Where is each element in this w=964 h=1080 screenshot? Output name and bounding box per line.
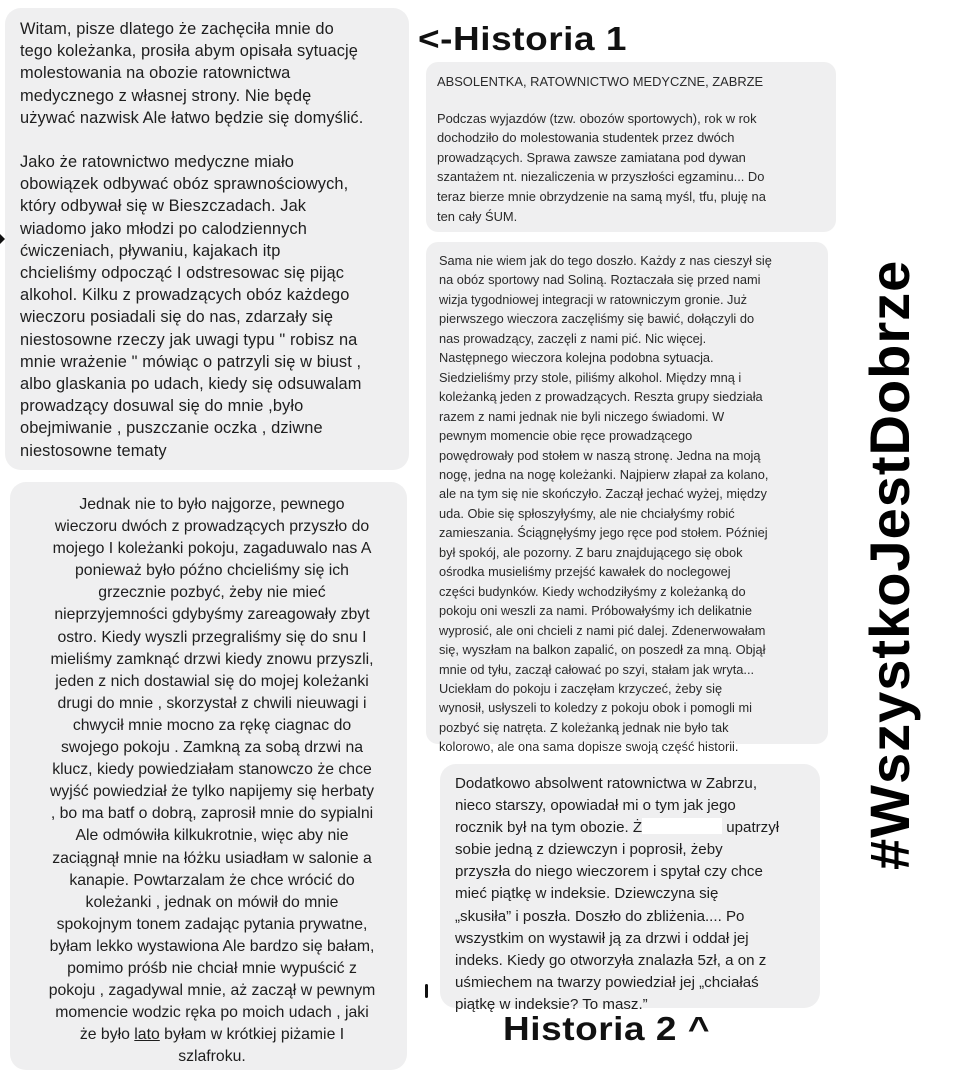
story-bubble-left-top (5, 8, 409, 470)
story-bubble-right-top (426, 62, 836, 232)
story-header: ABSOLENTKA, RATOWNICTWO MEDYCZNE, ZABRZE (437, 74, 764, 89)
story-paragraph: Podczas wyjazdów (tzw. obozów sportowych), rok w rok dochodziło do molestowania studentek przez dwóch prowadzących. Sprawa zawsze zamiatana pod dywan szantażem nt. niezaliczenia w przyszłości egzaminu... Do teraz bierze mnie obrzydzenie na samą myśl, tfu, pluję na ten cały ŚUM. (437, 110, 766, 224)
historia-2-label: Historia 2 ^ (503, 1010, 711, 1047)
story-bubble-left-bottom (10, 482, 407, 1070)
hashtag-vertical: #WszystkoJestDobrze (858, 259, 921, 870)
edge-mark-icon (425, 984, 428, 998)
story-paragraph: Witam, pisze dlatego że zachęciła mnie do tego koleżanka, prosiła abym opisała sytuację molestowania na obozie ratownictwa medycznego z własnej strony. Nie będę używać nazwisk Ale łatwo będzie się domyślić. (20, 20, 364, 127)
historia-1-label: <-Historia 1 (418, 20, 628, 57)
story-paragraph: Dodatkowo absolwent ratownictwa w Zabrzu, nieco starszy, opowiadał mi o tym jak jego rocznik był na tym obozie. Ż upatrzył sobie jedną z dziewczyn i poprosił, żeby przyszła do niego wieczorem i spytał czy chce mieć piątkę w indeksie. Dziewczyna się „skusiła” i poszła. Doszło do zbliżenia.... Po wszystkim on wystawił ją za drzwi i oddał jej indeks. Kiedy go otworzyła znalazła 5zł, a on z uśmiechem na twarzy powiedział jej „chciałaś piątkę w indeksie? To masz.” (455, 775, 780, 1013)
story-paragraph: Jednak nie to było najgorze, pewnego wieczoru dwóch z prowadzących przyszło do mojego I koleżanki pokoju, zagaduwalo nas A ponieważ było późno chcieliśmy się ich grzecznie pozbyć, żeby nie mieć nieprzyjemności gdybyśmy zareagowały zbyt ostro. Kiedy wyszli przegraliśmy się do snu I mieliśmy zamknąć drzwi kiedy znowu przyszli, jeden z nich dostawial się do mojej koleżanki drugi do mnie , skorzystał z chwili nieuwagi i chwycił mnie mocno za rękę ciagnac do swojego pokoju . Zamkną za sobą drzwi na klucz, kiedy powiedziałam stanowczo że chce wyjść powiedział że tylko napijemy się herbaty , bo ma batf o dobrą, zaprosił mnie do sypialni Ale odmówiła kilkukrotnie, więc aby nie zaciągnął mnie na łóżku usiadłam w salonie a kanapie. Powtarzalam że chce wrócić do koleżanki , jednak on mówił do mnie spokojnym tonem zadając pytania prywatne, byłam lekko wystawiona Ale bardzo się bałam, pomimo próśb nie chciał mnie wypuścić z pokoju , zagadywal mnie, aż zaczął w pewnym momencie wodzic ręka po moich udach , jaki że było lato byłam w krótkiej piżamie I szlafroku. (48, 496, 376, 1066)
story-bubble-right-middle (426, 242, 828, 755)
edge-arrow-icon (0, 234, 5, 244)
story-paragraph: Jako że ratownictwo medyczne miało obowiązek odbywać obóz sprawnościowych, który odbywał się w Bieszczadach. Jak wiadomo jako młodzi po calodziennych ćwiczeniach, pływaniu, kajakach itp chcieliśmy odpocząć I odstresowac się pijąc alkohol. Kilku z prowadzących obóz każdego wieczoru posiadali się do nas, zdarzały się niestosowne rzeczy jak uwagi typu " robisz na mnie wrażenie " mówiąc o patrzyli się w biust , albo glaskania po udach, kiedy się odsuwalam prowadzący dosuwal się do mnie ,było obejmiwanie , puszczanie oczka , dziwne niestosowne tematy (20, 153, 362, 460)
story-paragraph: Sama nie wiem jak do tego doszło. Każdy z nas cieszył się na obóz sportowy nad Soliną. Roztaczała się przed nami wizja tygodniowej integracji w ratowniczym gronie. Już pierwszego wieczora zaczęliśmy się bawić, dołączyli do nas prowadzący, zaczęli z nami pić. Nic więcej. Następnego wieczora kolejna podobna sytuacja. Siedzieliśmy przy stole, piliśmy alkohol. Między mną i koleżanką jeden z prowadzących. Reszta grupy siedziała razem z nami jednak nie byli niczego świadomi. W pewnym momencie obie ręce prowadzącego powędrowały pod stołem w naszą stronę. Jedna na moją nogę, jedna na nogę koleżanki. Najpierw złapał za kolano, ale na tym się nie skończyło. Zaczął jechać wyżej, między uda. Obie się spłoszyłyśmy, ale nie chciałyśmy robić zamieszania. Ściągnęłyśmy jego ręce pod stołem. Później był spokój, ale pozorny. Z baru znajdującego się obok ośrodka musieliśmy przejść kawałek do noclegowej części budynków. Kiedy wchodziłyśmy z koleżanką do pokoju oni weszli za nami. Próbowałyśmy ich delikatnie wyprosić, ale oni chcieli z nami pić dalej. Zdenerwowałam się, wyszłam na balkon zapalić, on poszedł za mną. Objął mnie od tyłu, zaczął całować po szyi, stałam jak wryta... Uciekłam do pokoju i zaczęłam krzyczeć, żeby się wynosił, usłyszeli to koledzy z pokoju obok i pomogli mi pozbyć się natręta. Z koleżanką jednak nie było tak kolorowo, ale ona sama dopisze swoją część historii. (439, 253, 772, 755)
story-bubble-right-bottom (440, 764, 820, 1013)
redacted-name (642, 818, 722, 834)
underlined-word: lato (134, 1026, 160, 1044)
